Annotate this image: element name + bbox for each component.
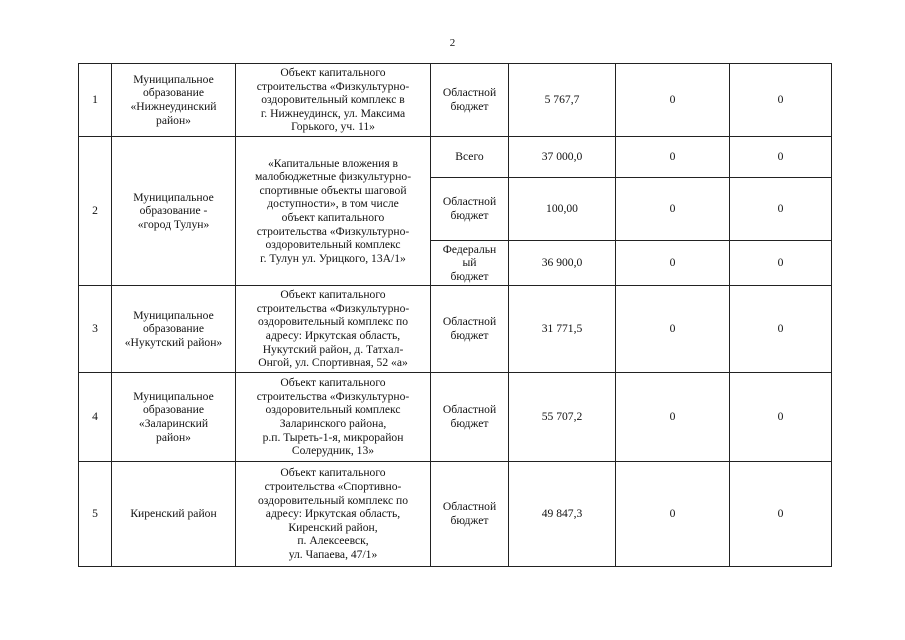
amount-cell: 37 000,0 (509, 137, 616, 178)
value-cell: 0 (616, 286, 730, 373)
budget-cell: Всего (431, 137, 509, 178)
page-number: 2 (449, 37, 456, 49)
budget-cell: Областной бюджет (431, 178, 509, 241)
table-row (79, 286, 832, 373)
amount-cell: 5 767,7 (509, 64, 616, 137)
budget-cell: Областной бюджет (431, 462, 509, 567)
object-cell: Объект капитального строительства «Спортивно- оздоровительный комплекс по адресу: Иркутская область, Киренский район, п. Алексеевск, ул. Чапаева, 47/1» (236, 462, 431, 567)
budget-cell: Областной бюджет (431, 373, 509, 462)
value-cell: 0 (730, 137, 832, 178)
object-cell: Объект капитального строительства «Физкультурно- оздоровительный комплекс в г. Нижнеудинск, ул. Максима Горького, уч. 11» (236, 64, 431, 137)
row-number: 2 (79, 137, 112, 286)
value-cell: 0 (730, 286, 832, 373)
object-cell: Объект капитального строительства «Физкультурно- оздоровительный комплекс Заларинского района, р.п. Тыреть-1-я, микрорайон Солерудник, 13» (236, 373, 431, 462)
value-cell: 0 (616, 178, 730, 241)
row-number: 5 (79, 462, 112, 567)
value-cell: 0 (730, 64, 832, 137)
municipality-cell: Муниципальное образование «Заларинский район» (112, 373, 236, 462)
row-number: 1 (79, 64, 112, 137)
value-cell: 0 (730, 178, 832, 241)
table-row (79, 462, 832, 567)
amount-cell: 55 707,2 (509, 373, 616, 462)
value-cell: 0 (616, 373, 730, 462)
municipality-cell: Муниципальное образование «Нижнеудинский район» (112, 64, 236, 137)
value-cell: 0 (616, 64, 730, 137)
value-cell: 0 (616, 241, 730, 286)
table-row (79, 137, 832, 178)
amount-cell: 100,00 (509, 178, 616, 241)
municipality-cell: Муниципальное образование «Нукутский район» (112, 286, 236, 373)
funding-table (78, 63, 832, 567)
row-number: 3 (79, 286, 112, 373)
municipality-cell: Муниципальное образование - «город Тулун» (112, 137, 236, 286)
amount-cell: 36 900,0 (509, 241, 616, 286)
value-cell: 0 (616, 137, 730, 178)
amount-cell: 31 771,5 (509, 286, 616, 373)
object-cell: «Капитальные вложения в малобюджетные физкультурно- спортивные объекты шаговой доступности», в том числе объект капитального строительства «Физкультурно- оздоровительный комплекс г. Тулун ул. Урицкого, 13А/1» (236, 137, 431, 286)
budget-cell: Областной бюджет (431, 64, 509, 137)
object-cell: Объект капитального строительства «Физкультурно- оздоровительный комплекс по адресу: Иркутская область, Нукутский район, д. Татхал- Онгой, ул. Спортивная, 52 «а» (236, 286, 431, 373)
table-row (79, 373, 832, 462)
value-cell: 0 (730, 241, 832, 286)
value-cell: 0 (730, 462, 832, 567)
value-cell: 0 (616, 462, 730, 567)
budget-cell: Областной бюджет (431, 286, 509, 373)
municipality-cell: Киренский район (112, 462, 236, 567)
value-cell: 0 (730, 373, 832, 462)
row-number: 4 (79, 373, 112, 462)
amount-cell: 49 847,3 (509, 462, 616, 567)
table-row (79, 64, 832, 137)
budget-cell: Федеральн ый бюджет (431, 241, 509, 286)
